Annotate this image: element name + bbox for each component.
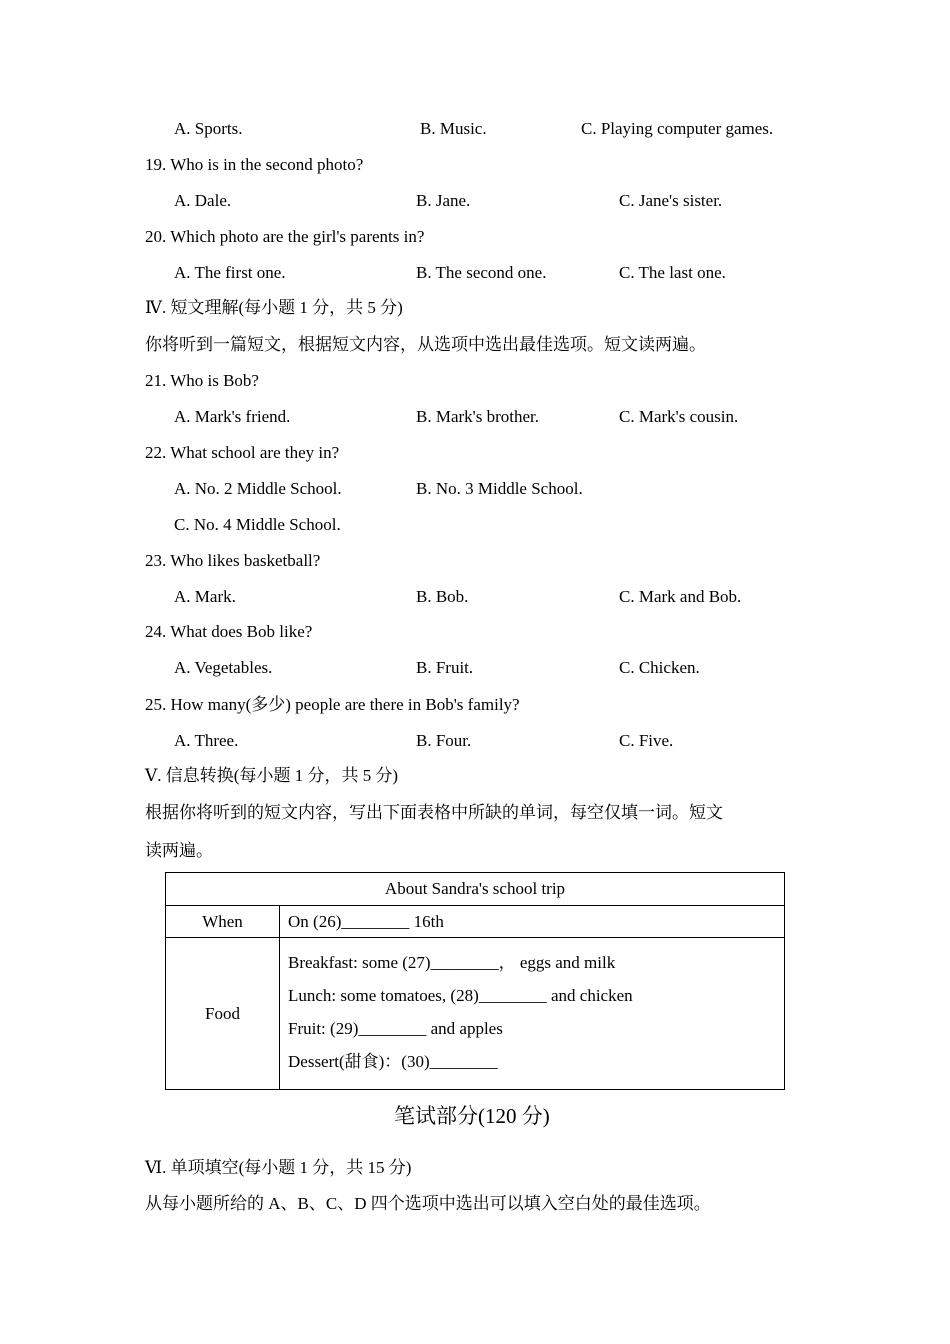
written-part-title: 笔试部分(120 分) [394,1104,550,1128]
q21-option-b: B. Mark's brother. [416,407,539,426]
when-value: On (26)________ 16th [280,906,785,938]
q20-option-a: A. The first one. [174,263,286,282]
q20-option-b: B. The second one. [416,263,547,282]
section5-heading: Ⅴ. 信息转换(每小题 1 分，共 5 分) [145,766,399,785]
when-label: When [166,906,280,938]
q19-option-c: C. Jane's sister. [619,191,723,210]
section4-instruction: 你将听到一篇短文，根据短文内容，从选项中选出最佳选项。短文读两遍。 [145,335,706,354]
q25-option-a: A. Three. [174,731,239,750]
q25-question: 25. How many(多少) people are there in Bob's family? [145,695,520,714]
q19-option-a: A. Dale. [174,191,232,210]
section5-instruction-line2: 读两遍。 [145,841,213,860]
q24-option-a: A. Vegetables. [174,658,273,677]
food-label: Food [166,938,280,1090]
table-title: About Sandra's school trip [166,873,785,906]
q18-option-a: A. Sports. [174,119,243,138]
q20-question: 20. Which photo are the girl's parents in? [145,227,425,246]
q24-question: 24. What does Bob like? [145,622,313,641]
q23-option-c: C. Mark and Bob. [619,587,742,606]
q22-option-c: C. No. 4 Middle School. [174,515,341,534]
q25-option-b: B. Four. [416,731,472,750]
q22-option-a: A. No. 2 Middle School. [174,479,342,498]
section6-heading: Ⅵ. 单项填空(每小题 1 分，共 15 分) [145,1158,412,1177]
q24-option-b: B. Fruit. [416,658,474,677]
q23-option-b: B. Bob. [416,587,469,606]
q22-option-b: B. No. 3 Middle School. [416,479,583,498]
q23-question: 23. Who likes basketball? [145,551,321,570]
q19-option-b: B. Jane. [416,191,471,210]
q21-option-a: A. Mark's friend. [174,407,291,426]
food-line-fruit: Fruit: (29)________ and apples [288,1018,503,1038]
q23-option-a: A. Mark. [174,587,236,606]
food-cell [280,938,785,1090]
q19-question: 19. Who is in the second photo? [145,155,364,174]
q24-option-c: C. Chicken. [619,658,700,677]
food-line-breakfast: Breakfast: some (27)________， eggs and milk [288,952,616,972]
q20-option-c: C. The last one. [619,263,726,282]
q25-option-c: C. Five. [619,731,674,750]
section6-instruction: 从每小题所给的 A、B、C、D 四个选项中选出可以填入空白处的最佳选项。 [145,1194,711,1213]
q21-question: 21. Who is Bob? [145,371,259,390]
section5-instruction-line1: 根据你将听到的短文内容，写出下面表格中所缺的单词，每空仅填一词。短文 [145,803,723,822]
q18-option-b: B. Music. [420,119,487,138]
q18-option-c: C. Playing computer games. [581,119,774,138]
food-line-dessert: Dessert(甜食)：(30)________ [288,1051,498,1071]
q21-option-c: C. Mark's cousin. [619,407,739,426]
q22-question: 22. What school are they in? [145,443,340,462]
school-trip-table [165,872,785,1090]
section4-heading: Ⅳ. 短文理解(每小题 1 分，共 5 分) [145,298,403,317]
food-line-lunch: Lunch: some tomatoes, (28)________ and chicken [288,985,633,1005]
